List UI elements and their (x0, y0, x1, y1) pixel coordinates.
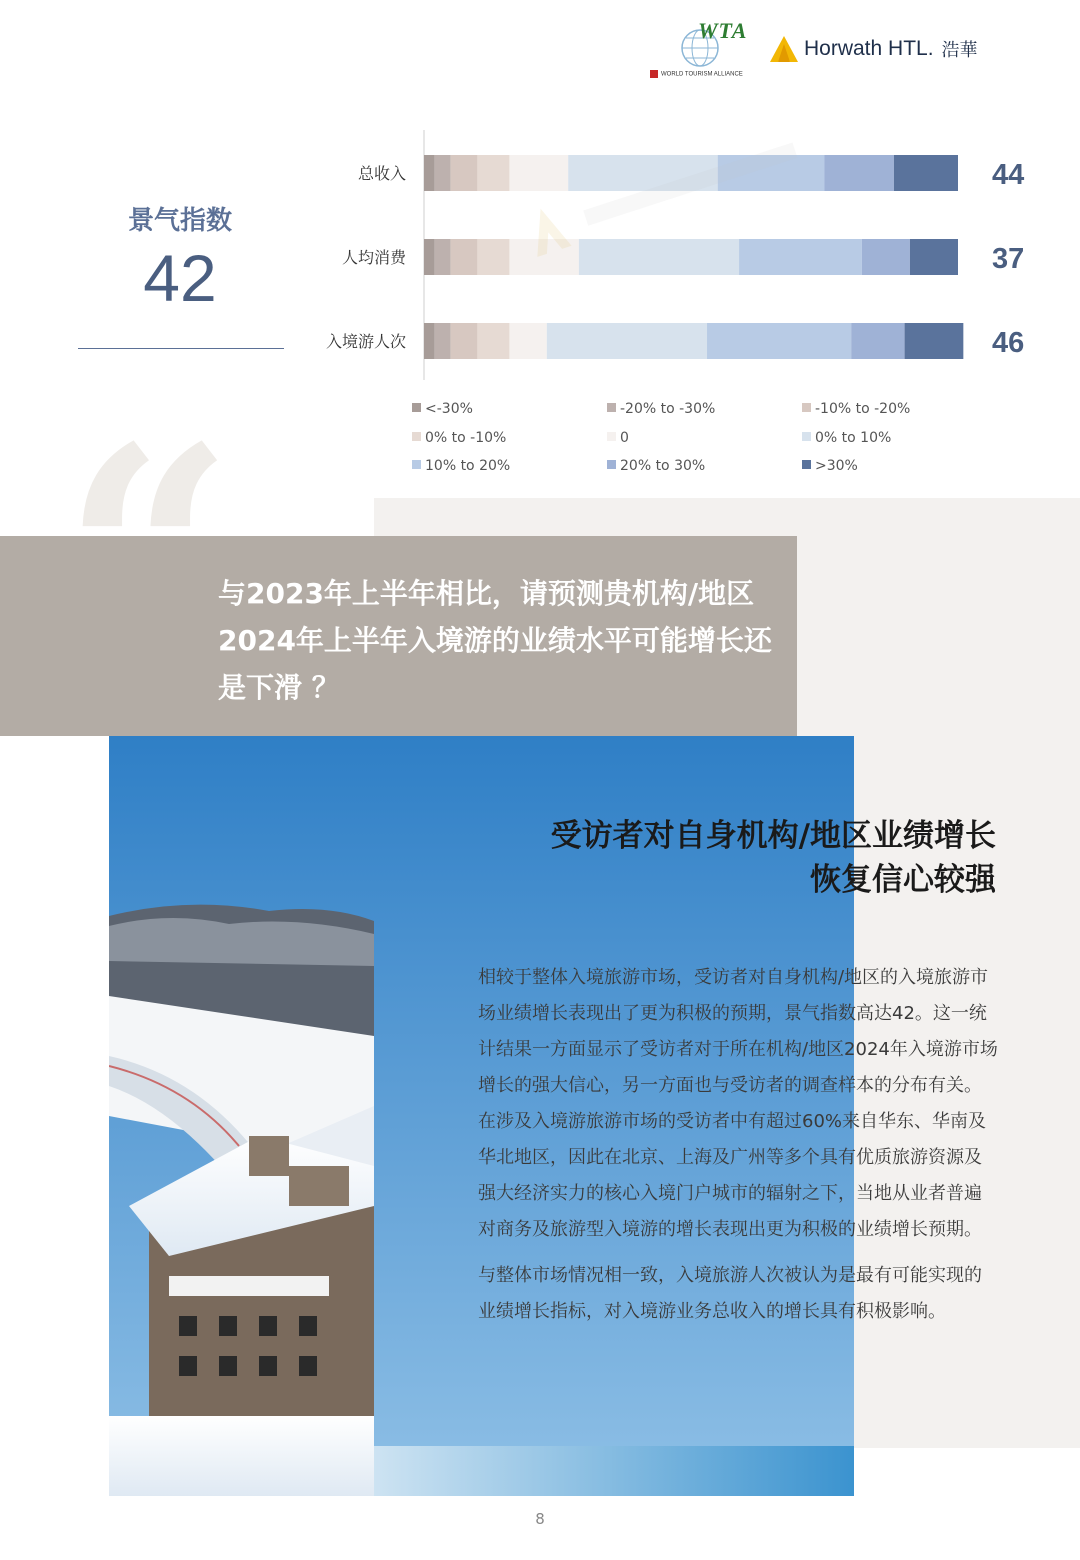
legend-label: 10% to 20% (425, 458, 511, 474)
section-heading (476, 814, 996, 902)
legend-swatch (607, 432, 616, 441)
horwath-text: Horwath HTL. (804, 37, 934, 60)
legend-swatch (802, 460, 811, 469)
heading-line-1: 受访者对自身机构/地区业绩增长 (550, 818, 996, 854)
legend-label: 0% to 10% (815, 430, 892, 446)
bar-segment (477, 323, 509, 359)
category-label: 入境游人次 (325, 332, 406, 351)
bar-segment (451, 155, 478, 191)
bar-segment (910, 239, 958, 275)
category-label: 人均消费 (341, 248, 406, 267)
bar-segment (547, 323, 707, 359)
legend-label: <-30% (425, 401, 473, 417)
bar-segment (718, 155, 825, 191)
legend-label: >30% (815, 458, 858, 474)
bar-segment (509, 239, 578, 275)
legend-swatch (412, 403, 421, 412)
body-text (478, 960, 998, 1340)
bar-segment (424, 323, 435, 359)
horwath-cn-text: 浩華 (941, 40, 978, 61)
category-label: 总收入 (357, 164, 406, 183)
legend-swatch (802, 403, 811, 412)
index-value-label: 46 (992, 327, 1025, 359)
bar-segment (825, 155, 894, 191)
legend-label: 20% to 30% (620, 458, 706, 474)
bar-segment (451, 323, 478, 359)
bar-segment (862, 239, 910, 275)
index-label: 景气指数 (127, 206, 232, 236)
wta-logo-text: WTA (698, 18, 748, 43)
bar-segment (851, 323, 904, 359)
legend-swatch (802, 432, 811, 441)
paragraph-1: 相较于整体入境旅游市场，受访者对自身机构/地区的入境旅游市场业绩增长表现出了更为积极的预期，景气指数高达42。这一统计结果一方面显示了受访者对于所在机构/地区2024年入境游市场增长的强大信心，另一方面也与受访者的调查样本的分布有关。在涉及入境游旅游市场的受访者中有超过60%来自华东、华南及华北地区，因此在北京、上海及广州等多个具有优质旅游资源及强大经济实力的核心入境门户城市的辐射之下，当地从业者普遍对商务及旅游型入境游的增长表现出更为积极的业绩增长预期。 (478, 967, 998, 1240)
bar-segment (905, 323, 964, 359)
legend-label: -10% to -20% (815, 401, 911, 417)
wta-subtitle: WORLD TOURISM ALLIANCE (661, 71, 743, 78)
bar-segment (435, 323, 451, 359)
heading-line-2: 恢复信心较强 (810, 862, 996, 898)
legend-swatch (412, 432, 421, 441)
paragraph-2: 与整体市场情况相一致，入境旅游人次被认为是最有可能实现的业绩增长指标，对入境游业务总收入的增长具有积极影响。 (478, 1265, 982, 1322)
bar-segment (509, 323, 546, 359)
index-value-label: 44 (992, 159, 1025, 191)
bar-segment (477, 155, 509, 191)
bar-segment (435, 239, 451, 275)
legend-swatch (607, 403, 616, 412)
bar-segment (579, 239, 739, 275)
bar-segment (435, 155, 451, 191)
legend-swatch (412, 460, 421, 469)
bar-segment (739, 239, 862, 275)
bar-segment (424, 239, 435, 275)
bar-segment (451, 239, 478, 275)
legend-label: 0 (620, 430, 629, 446)
bar-segment (509, 155, 568, 191)
bar-segment (424, 155, 435, 191)
bar-segment (894, 155, 958, 191)
question-text: 与2023年上半年相比，请预测贵机构/地区2024年上半年入境游的业绩水平可能增长还是下滑 ？ (218, 577, 772, 704)
bar-segment (477, 239, 509, 275)
index-value: 42 (143, 241, 217, 315)
page-number: 8 (535, 1510, 545, 1528)
legend-label: 0% to -10% (425, 430, 507, 446)
legend-swatch (607, 460, 616, 469)
legend-label: -20% to -30% (620, 401, 716, 417)
bar-segment (568, 155, 718, 191)
bar-segment (707, 323, 851, 359)
index-value-label: 37 (992, 243, 1025, 275)
